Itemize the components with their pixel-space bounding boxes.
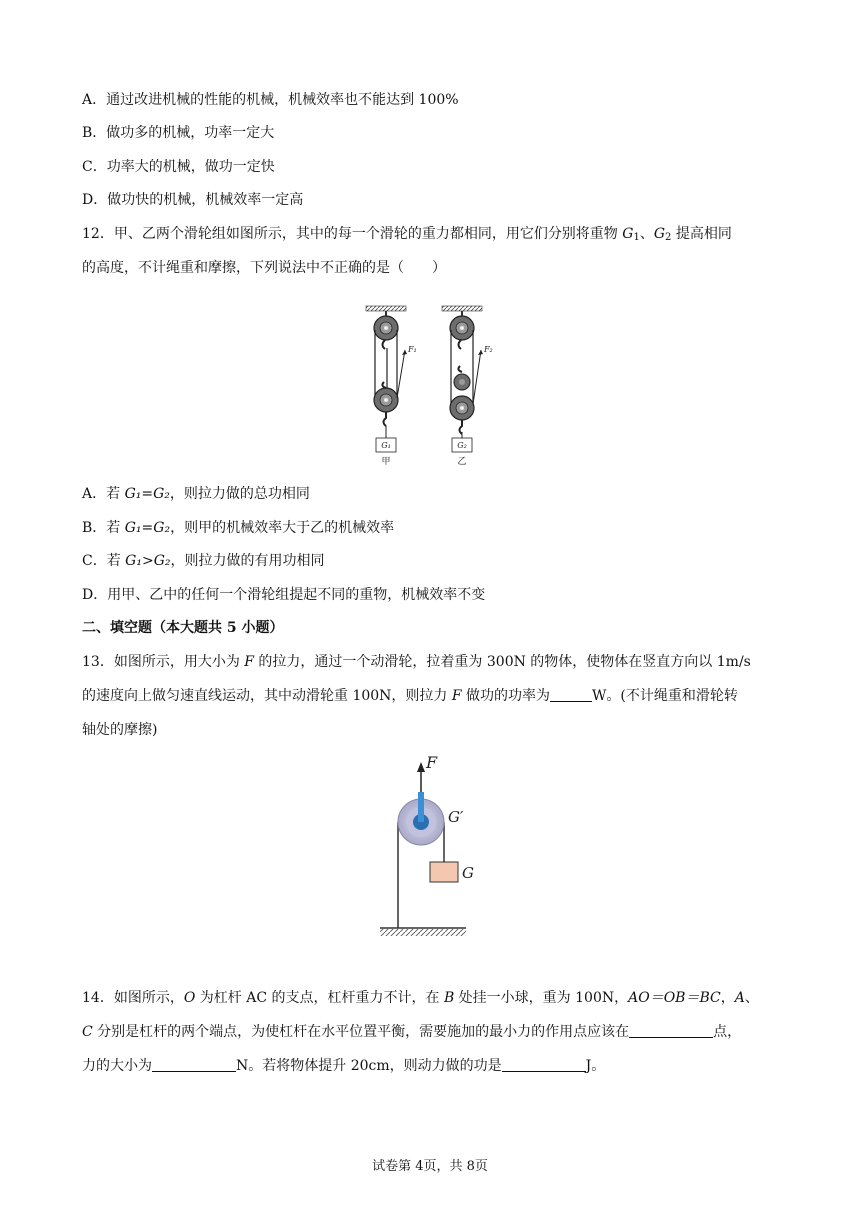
- q12-b-pre: B．若: [82, 520, 125, 536]
- pulley-system-yi: [442, 306, 483, 438]
- q14-l3-a: 力的大小为: [82, 1058, 152, 1074]
- answer-blank[interactable]: [629, 1023, 713, 1038]
- q12-a-pre: A．若: [82, 486, 125, 502]
- q11-option-c: C．功率大的机械，做功一定快: [82, 159, 275, 175]
- q14-c: C: [82, 1024, 93, 1040]
- q13-l2-a: 的速度向上做匀速直线运动，其中动滑轮重 100N，则拉力: [82, 688, 452, 704]
- figure-label-yi: 乙: [457, 457, 467, 467]
- label-f1: F₁: [408, 345, 417, 354]
- q14-l1-a: 14．如图所示，: [82, 990, 184, 1006]
- q14-l1-b: 为杠杆 AC 的支点，杠杆重力不计，在: [195, 990, 444, 1006]
- q14-o: O: [183, 990, 196, 1006]
- q14-l1-c: 处挂一小球，重为 100N，: [454, 990, 629, 1006]
- q14-l1-d: ，: [720, 990, 735, 1006]
- q12-a-eq: G₁=G₂: [124, 486, 170, 502]
- answer-blank[interactable]: [502, 1057, 586, 1072]
- q14-l2-a: 分别是杠杆的两个端点，为使杠杆在水平位置平衡，需要施加的最小力的作用点应该在: [92, 1024, 630, 1040]
- q12-c-post: ，则拉力做的有用功相同: [170, 553, 325, 569]
- q12-g2-sub: 2: [665, 232, 672, 243]
- q13-l1-a: 13．如图所示，用大小为: [82, 654, 245, 670]
- q14-b: B: [443, 990, 455, 1006]
- answer-blank[interactable]: [152, 1057, 236, 1072]
- q13-l2-c: W。(不计绳重和滑轮转: [592, 688, 738, 704]
- q11-option-d: D．做功快的机械，机械效率一定高: [82, 192, 304, 208]
- q12-option-c: [82, 551, 325, 571]
- q12-option-a: [82, 484, 310, 504]
- answer-blank[interactable]: [550, 687, 592, 702]
- q12-g1-sub: 1: [633, 232, 640, 243]
- q12-a-post: ，则拉力做的总功相同: [169, 486, 310, 502]
- q12-g2: G: [653, 226, 666, 242]
- section-heading: 二、填空题（本大题共 5 小题）: [82, 620, 284, 636]
- weight-label-g2: G₂: [457, 441, 467, 450]
- q12-stem-text: 12．甲、乙两个滑轮组如图所示，其中的每一个滑轮的重力都相同，用它们分别将重物: [82, 226, 623, 242]
- q14-eq: AO＝OB＝BC: [628, 990, 721, 1006]
- q12-option-b: [82, 518, 394, 538]
- q13-l2-b: 做功的功率为: [461, 688, 551, 704]
- q14-l3-c: J。: [585, 1058, 606, 1074]
- label-f: F: [426, 753, 438, 772]
- label-f2: F₂: [484, 345, 493, 354]
- q12-c-pre: C．若: [82, 553, 126, 569]
- q11-option-a: A．通过改进机械的性能的机械，机械效率也不能达到 100%: [82, 92, 459, 108]
- q12-stem-line1: [82, 224, 732, 248]
- q12-option-d: D．用甲、乙中的任何一个滑轮组提起不同的重物，机械效率不变: [82, 587, 486, 603]
- q13-f: F: [244, 654, 254, 670]
- q12-sep: 、: [639, 226, 654, 242]
- q14-line2: [82, 1022, 741, 1042]
- weight-block-g: [430, 862, 458, 882]
- q13-line3: 轴处的摩擦): [82, 722, 158, 738]
- q12-stem-tail: 提高相同: [671, 226, 732, 242]
- q14-l3-b: N。若将物体提升 20cm，则动力做的功是: [236, 1058, 502, 1074]
- q13-f2: F: [451, 688, 462, 704]
- label-g: G: [462, 864, 474, 882]
- q13-l1-b: 的拉力，通过一个动滑轮，拉着重为 300N 的物体，使物体在竖直方向以 1m/s: [253, 654, 751, 670]
- pulley-systems-figure: [350, 304, 510, 470]
- q12-c-eq: G₁>G₂: [125, 553, 171, 569]
- q14-a: A: [734, 990, 745, 1006]
- pulley-system-jia: [366, 306, 407, 438]
- movable-pulley-figure: [370, 752, 500, 942]
- q14-line1: [82, 988, 759, 1008]
- q14-line3: [82, 1056, 605, 1076]
- q11-option-b: B．做功多的机械，功率一定大: [82, 125, 275, 141]
- q12-b-post: ，则甲的机械效率大于乙的机械效率: [170, 520, 395, 536]
- page-footer: 试卷第 4页，共 8页: [372, 1159, 488, 1174]
- q12-b-eq: G₁=G₂: [124, 520, 171, 536]
- q13-line1: [82, 652, 751, 672]
- q12-g1: G: [622, 226, 634, 242]
- label-g-prime: G′: [448, 808, 464, 826]
- weight-label-g1: G₁: [381, 441, 391, 450]
- q14-l2-b: 点，: [713, 1024, 742, 1040]
- q14-l1-e: 、: [744, 990, 759, 1006]
- figure-label-jia: 甲: [381, 457, 391, 467]
- q12-stem-line2: 的高度，不计绳重和摩擦，下列说法中不正确的是（ ）: [82, 260, 446, 276]
- q13-line2: [82, 686, 738, 706]
